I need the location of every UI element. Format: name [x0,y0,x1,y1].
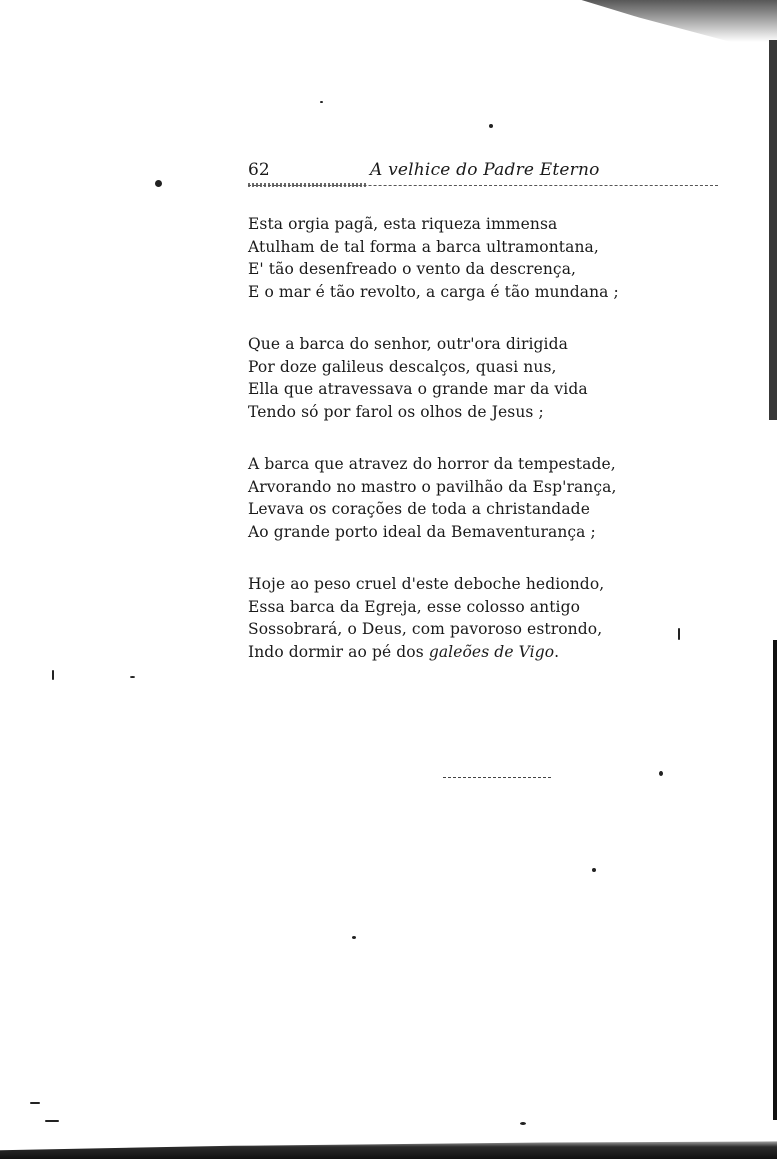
verse-line: Hoje ao peso cruel d'este deboche hediondo, [248,575,605,593]
closing-rule [443,777,551,778]
verse-line: Esta orgia pagã, esta riqueza immensa [248,215,558,233]
running-title: A velhice do Padre Eterno [370,160,600,180]
scan-shadow-top-right [547,0,777,70]
page-number: 62 [248,160,270,180]
ink-speck [30,1102,40,1104]
stanza-2 [248,333,668,423]
ink-speck [659,771,663,776]
running-header [248,158,718,188]
ink-speck [489,124,493,128]
ink-speck [352,936,356,939]
verse-line: E' tão desenfreado o vento da descrença, [248,260,577,278]
ink-speck [45,1120,59,1122]
scan-shadow-right [769,40,777,420]
verse-line: A barca que atravez do horror da tempestade, [248,455,616,473]
scan-shadow-bottom [0,1137,777,1159]
verse-line: Que a barca do senhor, outr'ora dirigida [248,335,568,353]
verse-line-final [248,641,668,664]
verse-line: Ao grande porto ideal da Bemaventurança ; [248,522,596,541]
verse-line: Ella que atravessava o grande mar da vida [248,380,588,398]
ink-speck [155,180,162,187]
poem [248,213,668,693]
verse-line: Tendo só por farol os olhos de Jesus ; [248,402,544,421]
verse-line: Arvorando no mastro o pavilhão da Esp'rança, [248,477,617,496]
header-rule [248,185,718,186]
verse-end-punctuation: . [554,642,560,661]
ink-speck [520,1122,526,1125]
stanza-3 [248,453,668,543]
ink-speck [52,670,54,680]
scan-edge-right-lower [773,640,777,1120]
ink-speck [130,676,135,678]
verse-italic-text: galeões de Vigo [428,642,555,661]
ink-speck [678,628,680,640]
verse-line: Essa barca da Egreja, esse colosso antigo [248,597,581,616]
verse-text: Indo dormir ao pé dos [248,642,429,661]
ink-speck [320,101,323,103]
ink-speck [592,868,596,872]
stanza-4 [248,573,668,663]
stanza-1 [248,213,668,303]
verse-line: Levava os corações de toda a christandade [248,500,590,518]
verse-line: Por doze galileus descalços, quasi nus, [248,357,557,376]
verse-line: Sossobrará, o Deus, com pavoroso estrondo, [248,620,603,638]
verse-line: E o mar é tão revolto, a carga é tão mundana ; [248,282,619,301]
verse-line: Atulham de tal forma a barca ultramontana, [248,237,599,256]
